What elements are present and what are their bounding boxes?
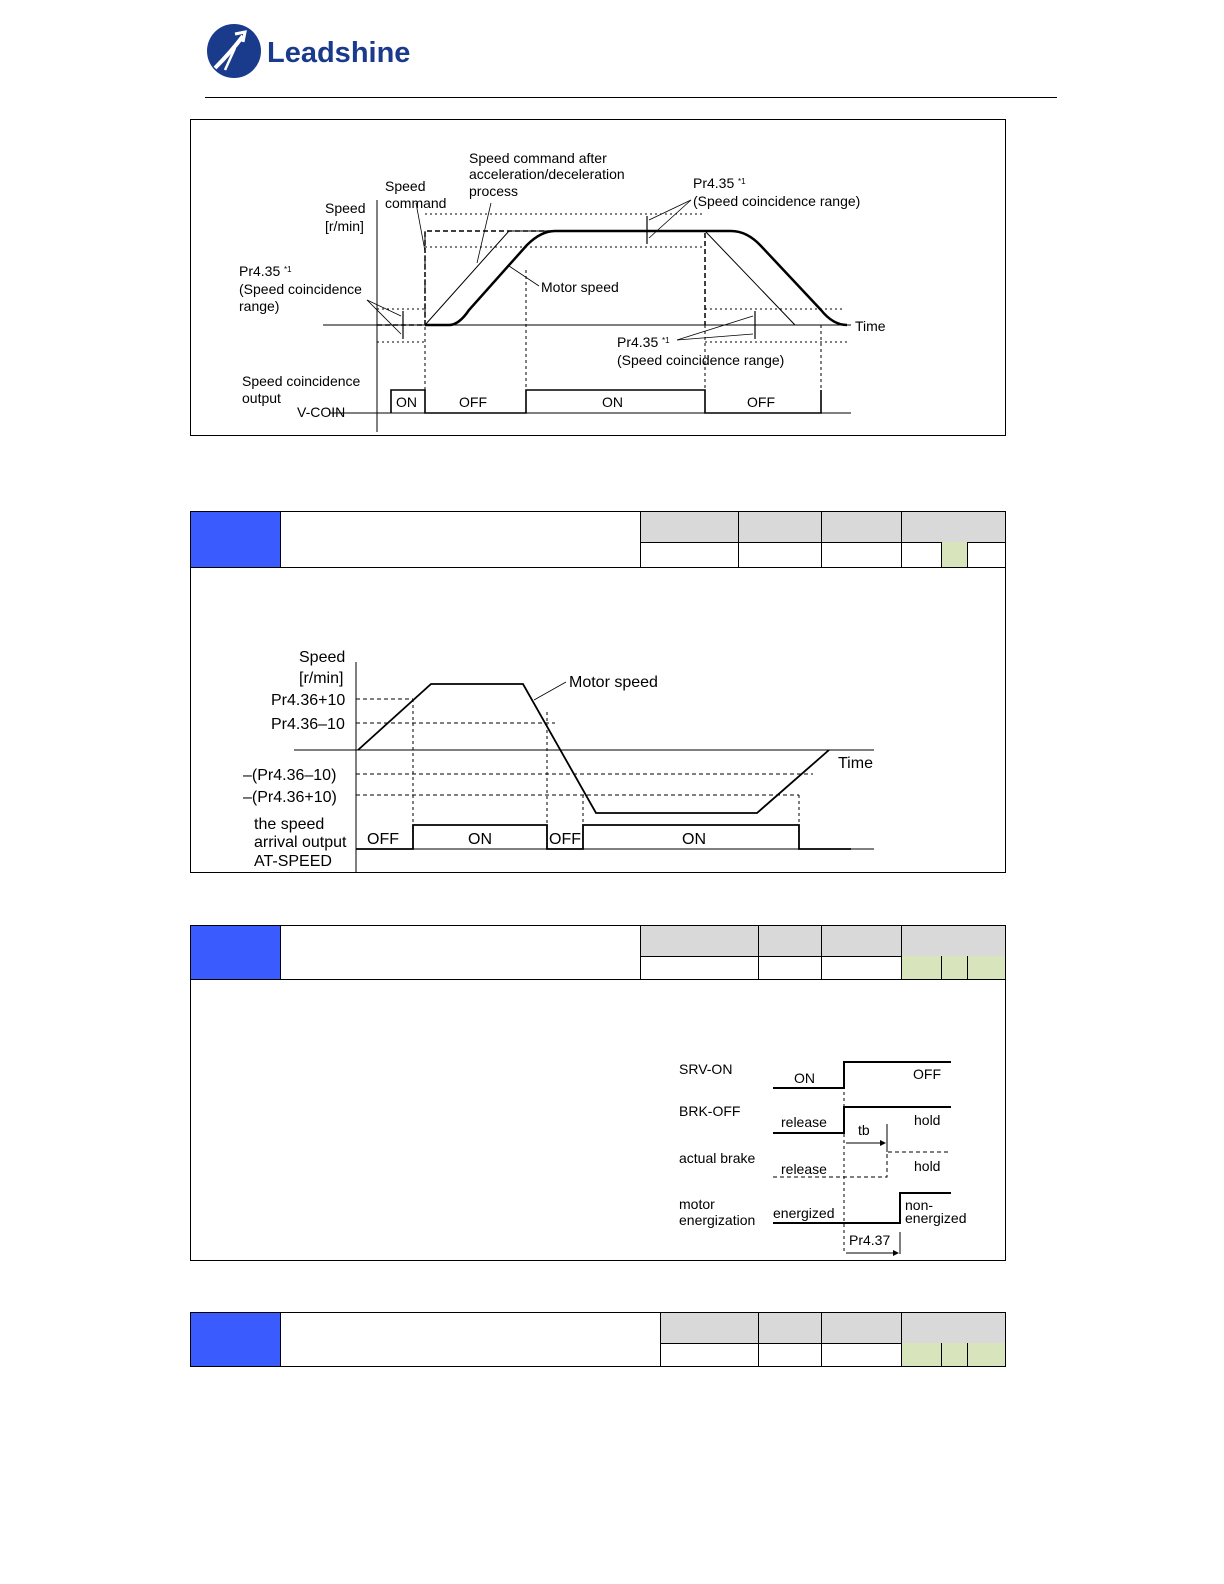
f1-after-label-2: acceleration/deceleration bbox=[469, 166, 625, 182]
header-cell bbox=[901, 1313, 1005, 1343]
f2-state-off-1: OFF bbox=[367, 831, 399, 848]
value-cell bbox=[821, 1343, 901, 1366]
f2-output-label-3: AT-SPEED bbox=[254, 853, 332, 870]
f1-after-label-3: process bbox=[469, 183, 519, 199]
f1-vcoin: V-COIN bbox=[297, 404, 346, 420]
f3-srv-off: OFF bbox=[913, 1066, 941, 1082]
mode-cell-active bbox=[967, 1343, 1005, 1366]
f1-state-off-1: OFF bbox=[459, 394, 487, 410]
f3-actual-release: release bbox=[781, 1161, 827, 1177]
f2-level-1: Pr4.36+10 bbox=[271, 692, 346, 709]
f1-pr435-left-range-2: range) bbox=[239, 298, 280, 314]
f1-state-on-1: ON bbox=[396, 394, 417, 410]
f2-state-off-2: OFF bbox=[549, 831, 581, 848]
f3-pr437: Pr4.37 bbox=[849, 1232, 891, 1248]
figure-speed-coincidence bbox=[190, 119, 1006, 436]
f1-pr435-top: Pr4.35 bbox=[693, 175, 735, 191]
f1-speed-label-2: [r/min] bbox=[325, 218, 364, 234]
f3-row-energization: energization bbox=[679, 1212, 756, 1228]
f1-cmd-label-2: command bbox=[385, 195, 447, 211]
parameter-block-pr436 bbox=[190, 511, 1006, 873]
f2-time: Time bbox=[838, 755, 873, 772]
f3-non: non- bbox=[905, 1197, 934, 1213]
f3-row-motor: motor bbox=[679, 1196, 715, 1212]
f1-state-on-2: ON bbox=[602, 394, 623, 410]
f2-speed-label-1: Speed bbox=[299, 649, 346, 666]
parameter-block-pr437 bbox=[190, 925, 1006, 1261]
f1-footnote-top: *1 bbox=[738, 177, 746, 186]
f3-row-srv-on: SRV-ON bbox=[679, 1061, 733, 1077]
f1-pr435-bottom: Pr4.35 bbox=[617, 334, 659, 350]
f2-level-4: –(Pr4.36+10) bbox=[243, 789, 337, 806]
f3-tb: tb bbox=[858, 1122, 870, 1138]
f3-actual-hold: hold bbox=[914, 1158, 941, 1174]
f1-after-label-1: Speed command after bbox=[469, 150, 607, 166]
f1-footnote-left: *1 bbox=[284, 265, 292, 274]
f1-output-label-2: output bbox=[242, 390, 281, 406]
f3-srv-on: ON bbox=[794, 1070, 815, 1086]
f3-non-energized: energized bbox=[905, 1210, 967, 1226]
f3-brk-hold: hold bbox=[914, 1112, 941, 1128]
f1-cmd-label-1: Speed bbox=[385, 178, 426, 194]
f1-pr435-top-range: (Speed coincidence range) bbox=[693, 193, 861, 209]
f1-footnote-bottom: *1 bbox=[662, 336, 670, 345]
leadshine-logo bbox=[205, 22, 445, 80]
parameter-block-next bbox=[190, 1312, 1006, 1367]
header-cell bbox=[821, 1313, 901, 1343]
f3-row-brk-off: BRK-OFF bbox=[679, 1103, 741, 1119]
parameter-id-cell bbox=[191, 1313, 281, 1366]
f1-pr435-left: Pr4.35 bbox=[239, 263, 281, 279]
f1-time: Time bbox=[855, 318, 886, 334]
f2-state-on-1: ON bbox=[468, 831, 492, 848]
brand-name: Leadshine bbox=[267, 37, 411, 69]
value-cell bbox=[758, 1343, 821, 1366]
mode-cell-active bbox=[901, 1343, 941, 1366]
header-cell bbox=[758, 1313, 821, 1343]
header-rule bbox=[205, 97, 1057, 98]
f2-output-label-2: arrival output bbox=[254, 834, 347, 851]
f2-level-2: Pr4.36–10 bbox=[271, 716, 345, 733]
f3-brk-release: release bbox=[781, 1114, 827, 1130]
f1-motor-speed: Motor speed bbox=[541, 279, 619, 295]
f1-state-off-2: OFF bbox=[747, 394, 775, 410]
figure-brake-timing bbox=[191, 926, 1005, 1260]
f1-pr435-bottom-range: (Speed coincidence range) bbox=[617, 352, 785, 368]
f3-energized: energized bbox=[773, 1205, 835, 1221]
f1-pr435-left-range-1: (Speed coincidence bbox=[239, 281, 362, 297]
f2-state-on-2: ON bbox=[682, 831, 706, 848]
f1-speed-label-1: Speed bbox=[325, 200, 366, 216]
f2-speed-label-2: [r/min] bbox=[299, 670, 344, 687]
f3-row-actual-brake: actual brake bbox=[679, 1150, 756, 1166]
f2-motor-speed: Motor speed bbox=[569, 674, 658, 691]
f2-level-3: –(Pr4.36–10) bbox=[243, 767, 337, 784]
mode-cell-active bbox=[941, 1343, 967, 1366]
value-cell bbox=[660, 1343, 758, 1366]
f2-output-label-1: the speed bbox=[254, 816, 325, 833]
figure-speed-arrival bbox=[191, 512, 1005, 872]
f1-output-label-1: Speed coincidence bbox=[242, 373, 361, 389]
header-cell bbox=[660, 1313, 758, 1343]
